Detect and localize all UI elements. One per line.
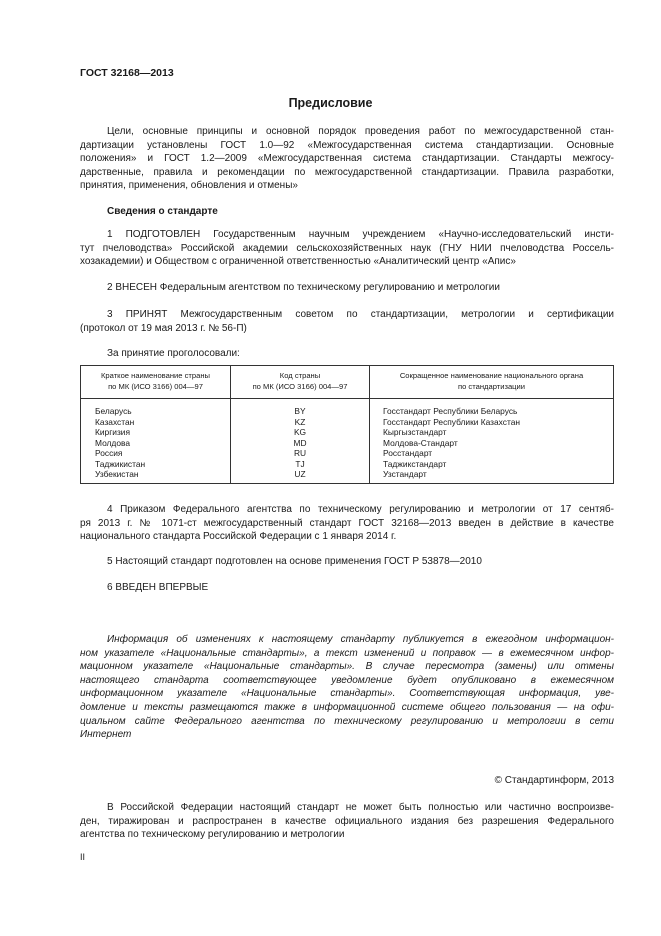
table-header-row [81, 366, 614, 399]
info-line: домление и тексты размещаются также в информационной системе общего пользования — на офи- [80, 701, 614, 713]
info-paragraph [80, 633, 614, 742]
item-4-line: национального стандарта Российской Федерации с 1 января 2014 г. [80, 531, 397, 543]
info-line: ном указателе «Национальные стандарты», а текст изменений и поправок — в ежемесячном инфор- [80, 647, 614, 659]
intro-line: Цели, основные принципы и основной порядок проведения работ по межгосударственной стан- [107, 126, 614, 137]
info-line: информационном указателе «Национальные стандарты». Соответствующая информация, уве- [80, 688, 614, 700]
cell-country: Молдова [95, 437, 130, 448]
table-row [81, 427, 614, 438]
item-3-line: (протокол от 19 мая 2013 г. № 56-П) [80, 322, 247, 334]
item-4-line: ря 2013 г. № 1071-ст межгосударственный стандарт ГОСТ 32168—2013 введен в действие в качестве [80, 517, 614, 529]
column-header-authority: Сокращенное наименование национального органа по стандартизации [370, 366, 614, 399]
cell-country: Беларусь [95, 406, 132, 416]
item-6-paragraph: 6 ВВЕДЕН ВПЕРВЫЕ [107, 582, 209, 593]
intro-paragraph [80, 125, 614, 193]
item-4-paragraph [80, 503, 614, 544]
cell-country: Россия [95, 448, 123, 458]
intro-line: дарственные, правила и рекомендации по межгосударственной стандартизации. Правила разработки, [80, 166, 614, 178]
cell-authority: Кыргызстандарт [370, 427, 614, 438]
rights-line: агентства по техническому регулированию и метрологии [80, 829, 345, 841]
column-header-country: Краткое наименование страны по МК (ИСО 3166) 004—97 [81, 366, 231, 399]
rights-paragraph [80, 801, 614, 842]
intro-line: принятия, применения, обновления и отмены» [80, 180, 298, 192]
item-1-line: 1 ПОДГОТОВЛЕН Государственным научным учреждением «Научно-исследовательский инсти- [107, 229, 614, 240]
cell-code: BY [231, 399, 370, 417]
item-1-paragraph [80, 228, 614, 269]
table-row [81, 469, 614, 483]
column-header-code: Код страны по МК (ИСО 3166) 004—97 [231, 366, 370, 399]
page-number: II [80, 852, 86, 862]
cell-country: Таджикистан [95, 458, 146, 469]
info-line: настоящего стандарта соответствующее уведомление будет опубликовано в ежемесячном [80, 674, 614, 686]
cell-code: UZ [231, 469, 370, 483]
cell-code: KZ [231, 417, 370, 428]
rights-line: ден, тиражирован и распространен в качестве официального издания без разрешения Федерального [80, 815, 614, 827]
item-3-paragraph [80, 308, 614, 335]
cell-authority: Таджикстандарт [370, 459, 614, 470]
cell-country: Киргизия [95, 427, 131, 437]
cell-code: MD [231, 438, 370, 449]
cell-country: Узбекистан [95, 469, 139, 479]
item-2-paragraph: 2 ВНЕСЕН Федеральным агентством по техническому регулированию и метрологии [107, 282, 500, 293]
cell-country: Казахстан [95, 416, 135, 427]
voting-countries-table [80, 365, 614, 484]
intro-line: положения» и ГОСТ 1.2—2009 «Межгосударственная система стандартизации. Стандарты межгосу- [80, 153, 614, 165]
cell-authority: Росстандарт [370, 448, 614, 459]
item-1-line: тут пчеловодства» Российской академии сельскохозяйственных наук (ГНУ НИИ пчеловодства Россель- [80, 242, 614, 254]
info-line: Интернет [80, 729, 132, 741]
table-row [81, 399, 614, 417]
table-row [81, 459, 614, 470]
item-5-paragraph: 5 Настоящий стандарт подготовлен на основе применения ГОСТ Р 53878—2010 [107, 556, 482, 567]
table-row [81, 448, 614, 459]
info-line: мационном указателе «Национальные стандарты». В случае пересмотра (замены) или отмены [80, 661, 614, 673]
cell-authority: Молдова-Стандарт [370, 438, 614, 449]
table-row [81, 417, 614, 428]
copyright-notice: © Стандартинформ, 2013 [494, 775, 614, 786]
section-title: Сведения о стандарте [107, 206, 218, 217]
voted-label: За принятие проголосовали: [107, 348, 240, 359]
cell-authority: Узстандарт [370, 469, 614, 483]
table-row [81, 438, 614, 449]
item-1-line: хозакадемии) и Обществом с ограниченной ответственностью «Аналитический центр «Апис» [80, 256, 516, 268]
document-id-header: ГОСТ 32168—2013 [80, 67, 174, 79]
intro-line: дартизации установлены ГОСТ 1.0—92 «Межгосударственная система стандартизации. Основные [80, 139, 614, 151]
page-title: Предисловие [288, 96, 373, 110]
info-line: Информация об изменениях к настоящему стандарту публикуется в ежегодном информацион- [107, 634, 614, 645]
item-3-line: 3 ПРИНЯТ Межгосударственным советом по стандартизации, метрологии и сертификации [107, 309, 614, 320]
cell-authority: Госстандарт Республики Беларусь [370, 399, 614, 417]
rights-line: В Российской Федерации настоящий стандарт не может быть полностью или частично воспроизве- [107, 802, 614, 813]
info-line: циальном сайте Федерального агентства по техническому регулированию и метрологии в сети [80, 715, 614, 727]
item-4-line: 4 Приказом Федерального агентства по техническому регулированию и метрологии от 17 сентяб- [107, 504, 614, 515]
cell-code: RU [231, 448, 370, 459]
cell-code: TJ [231, 459, 370, 470]
cell-authority: Госстандарт Республики Казахстан [370, 417, 614, 428]
cell-code: KG [231, 427, 370, 438]
